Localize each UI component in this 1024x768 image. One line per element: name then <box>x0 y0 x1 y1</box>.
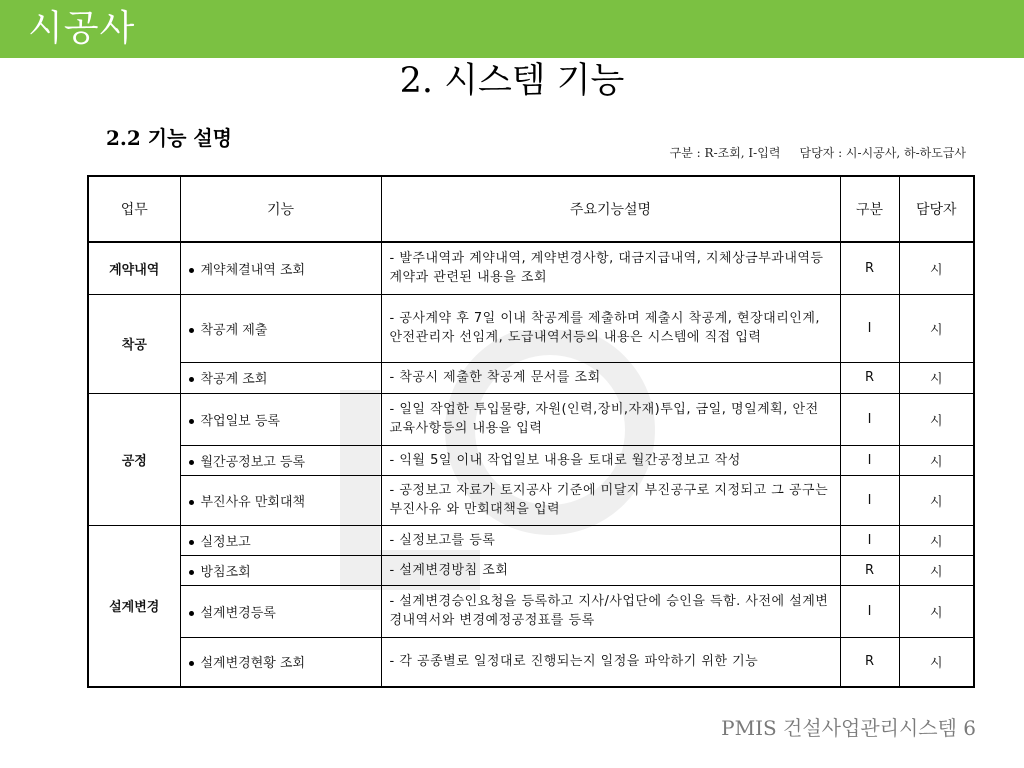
function-cell <box>180 294 381 362</box>
table-row <box>88 362 974 393</box>
section-title: 2.2 기능 설명 <box>106 126 233 150</box>
table-row <box>88 475 974 525</box>
function-label: 부진사유 만회대책 <box>200 494 306 510</box>
bullet-icon <box>189 419 194 424</box>
col-header-owner: 담당자 <box>899 176 974 242</box>
header-title: 시공사 <box>28 8 136 49</box>
owner-cell: 시 <box>899 393 974 445</box>
description-cell: - 익월 5일 이내 작업일보 내용을 토대로 월간공정보고 작성 <box>381 445 840 475</box>
table-header-row <box>88 176 974 242</box>
col-header-task: 업무 <box>88 176 180 242</box>
bullet-icon <box>189 611 194 616</box>
table-row <box>88 445 974 475</box>
legend-text: 구분 : R-조회, I-입력 담당자 : 시-시공사, 하-하도급사 <box>669 146 966 160</box>
category-cell: 설계변경 <box>88 525 180 687</box>
owner-cell: 시 <box>899 637 974 687</box>
col-header-function: 기능 <box>180 176 381 242</box>
owner-cell: 시 <box>899 445 974 475</box>
bullet-icon <box>189 500 194 505</box>
description-cell: - 설계변경방침 조회 <box>381 555 840 585</box>
type-cell: I <box>840 445 899 475</box>
function-label: 착공계 조회 <box>200 372 268 387</box>
owner-cell: 시 <box>899 555 974 585</box>
function-cell <box>180 525 381 555</box>
type-cell: R <box>840 242 899 294</box>
type-cell: R <box>840 637 899 687</box>
function-cell <box>180 555 381 585</box>
function-cell <box>180 445 381 475</box>
function-cell <box>180 242 381 294</box>
type-cell: I <box>840 525 899 555</box>
owner-cell: 시 <box>899 585 974 637</box>
description-cell: - 실정보고를 등록 <box>381 525 840 555</box>
slide-title: 2. 시스템 기능 <box>399 61 625 101</box>
type-cell: R <box>840 362 899 393</box>
function-label: 실정보고 <box>200 534 251 550</box>
bullet-icon <box>189 377 194 382</box>
table-row <box>88 585 974 637</box>
description-cell: - 공정보고 자료가 토지공사 기준에 미달지 부진공구로 지정되고 그 공구는 부진사유 와 만회대책을 입력 <box>381 475 840 525</box>
table-row <box>88 393 974 445</box>
category-cell: 착공 <box>88 294 180 393</box>
description-cell: - 설계변경승인요청을 등록하고 지사/사업단에 승인을 득함. 사전에 설계변경내역서와 변경예정공정표를 등록 <box>381 585 840 637</box>
type-cell: I <box>840 585 899 637</box>
owner-cell: 시 <box>899 525 974 555</box>
owner-cell: 시 <box>899 362 974 393</box>
bullet-icon <box>189 661 194 666</box>
description-cell: - 일일 작업한 투입물량, 자원(인력,장비,자재)투입, 금일, 명일계획, 안전교육사항등의 내용을 입력 <box>381 393 840 445</box>
function-cell <box>180 637 381 687</box>
function-label: 월간공정보고 등록 <box>200 454 306 470</box>
function-label: 작업일보 등록 <box>200 413 280 429</box>
category-cell: 공정 <box>88 393 180 525</box>
owner-cell: 시 <box>899 242 974 294</box>
col-header-description: 주요기능설명 <box>381 176 840 242</box>
function-label: 설계변경현황 조회 <box>200 656 306 672</box>
type-cell: I <box>840 475 899 525</box>
owner-cell: 시 <box>899 475 974 525</box>
table-row <box>88 242 974 294</box>
bullet-icon <box>189 268 194 273</box>
bullet-icon <box>189 460 194 465</box>
bullet-icon <box>189 328 194 333</box>
col-header-type: 구분 <box>840 176 899 242</box>
function-cell <box>180 393 381 445</box>
function-cell <box>180 585 381 637</box>
description-cell: - 각 공종별로 일정대로 진행되는지 일정을 파악하기 위한 기능 <box>381 637 840 687</box>
bullet-icon <box>189 570 194 575</box>
function-cell <box>180 362 381 393</box>
footer-text: PMIS 건설사업관리시스템 6 <box>721 716 976 740</box>
type-cell: I <box>840 393 899 445</box>
type-cell: I <box>840 294 899 362</box>
description-cell: - 착공시 제출한 착공계 문서를 조회 <box>381 362 840 393</box>
table-row <box>88 555 974 585</box>
function-cell <box>180 475 381 525</box>
description-cell: - 발주내역과 계약내역, 계약변경사항, 대금지급내역, 지체상금부과내역등 계약과 관련된 내용을 조회 <box>381 242 840 294</box>
type-cell: R <box>840 555 899 585</box>
table-row <box>88 294 974 362</box>
table-row <box>88 637 974 687</box>
function-label: 방침조회 <box>200 564 251 580</box>
top-bar <box>0 0 1024 58</box>
function-table <box>87 175 975 688</box>
function-label: 계약체결내역 조회 <box>200 262 306 278</box>
category-cell: 계약내역 <box>88 242 180 294</box>
owner-cell: 시 <box>899 294 974 362</box>
function-label: 착공계 제출 <box>200 322 268 338</box>
function-label: 설계변경등록 <box>200 605 276 621</box>
bullet-icon <box>189 540 194 545</box>
table-row <box>88 525 974 555</box>
description-cell: - 공사계약 후 7일 이내 착공계를 제출하며 제출시 착공계, 현장대리인계, 안전관리자 선임계, 도급내역서등의 내용은 시스템에 직접 입력 <box>381 294 840 362</box>
